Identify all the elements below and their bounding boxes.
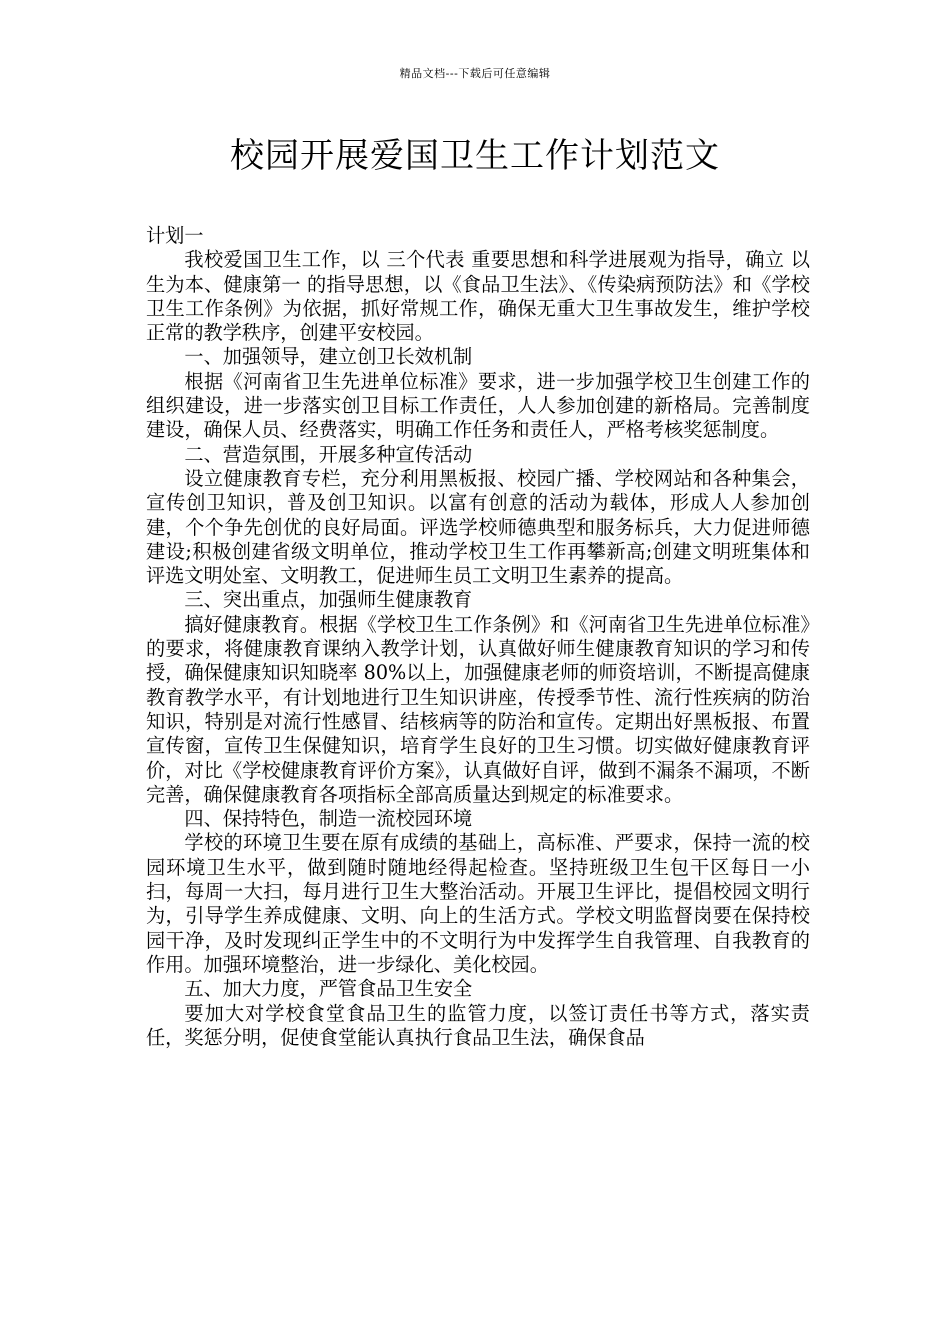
section-heading-5: 五、加大力度，严管食品卫生安全 bbox=[184, 977, 473, 1001]
section-heading-3: 三、突出重点，加强师生健康教育 bbox=[184, 588, 473, 612]
document-body bbox=[146, 224, 810, 1050]
section-heading-4: 四、保持特色，制造一流校园环境 bbox=[184, 807, 473, 831]
paragraph-intro: 我校爱国卫生工作，以 三个代表 重要思想和科学进展观为指导，确立 以生为本、健康第一 的指导思想，以《食品卫生法》、《传染病预防法》和《学校卫生工作条例》为依据，抓好常规工作，确保无重大卫生事故发生，维护学校正常的教学秩序，创建平安校园。 bbox=[146, 248, 810, 345]
section-heading-2: 二、营造氛围，开展多种宣传活动 bbox=[184, 442, 473, 466]
header-note: 精品文档---下载后可任意编辑 bbox=[399, 67, 551, 80]
document-title: 校园开展爱国卫生工作计划范文 bbox=[230, 136, 720, 176]
paragraph-section-4: 学校的环境卫生要在原有成绩的基础上，高标准、严要求，保持一流的校园环境卫生水平，做到随时随地经得起检查。坚持班级卫生包干区每日一小扫，每周一大扫，每月进行卫生大整治活动。开展卫生评比，提倡校园文明行为，引导学生养成健康、文明、向上的生活方式。学校文明监督岗要在保持校园干净，及时发现纠正学生中的不文明行为中发挥学生自我管理、自我教育的作用。加强环境整治，进一步绿化、美化校园。 bbox=[146, 831, 810, 976]
plan-label: 计划一 bbox=[146, 224, 204, 247]
paragraph-section-5: 要加大对学校食堂食品卫生的监管力度，以签订责任书等方式，落实责任，奖惩分明，促使食堂能认真执行食品卫生法，确保食品 bbox=[146, 1001, 810, 1049]
section-heading-1: 一、加强领导，建立创卫长效机制 bbox=[184, 345, 473, 369]
paragraph-section-2: 设立健康教育专栏，充分利用黑板报、校园广播、学校网站和各种集会，宣传创卫知识，普及创卫知识。以富有创意的活动为载体，形成人人参加创建，个个争先创优的良好局面。评选学校师德典型和服务标兵，大力促进师德建设;积极创建省级文明单位，推动学校卫生工作再攀新高;创建文明班集体和评选文明处室、文明教工，促进师生员工文明卫生素养的提高。 bbox=[146, 466, 810, 588]
paragraph-section-3: 搞好健康教育。根据《学校卫生工作条例》和《河南省卫生先进单位标准》的要求，将健康教育课纳入教学计划，认真做好师生健康教育知识的学习和传授，确保健康知识知晓率 80%以上，加强健康老师的师资培训，不断提高健康教育教学水平，有计划地进行卫生知识讲座，传授季节性、流行性疾病的防治知识，特别是对流行性感冒、结核病等的防治和宣传。定期出好黑板报、布置宣传窗，宣传卫生保健知识，培育学生良好的卫生习惯。切实做好健康教育评价，对比《学校健康教育评价方案》，认真做好自评，做到不漏条不漏项，不断完善，确保健康教育各项指标全部高质量达到规定的标准要求。 bbox=[146, 612, 810, 806]
paragraph-section-1: 根据《河南省卫生先进单位标准》要求，进一步加强学校卫生创建工作的组织建设，进一步落实创卫目标工作责任，人人参加创建的新格局。完善制度建设，确保人员、经费落实，明确工作任务和责任人，严格考核奖惩制度。 bbox=[146, 369, 810, 442]
